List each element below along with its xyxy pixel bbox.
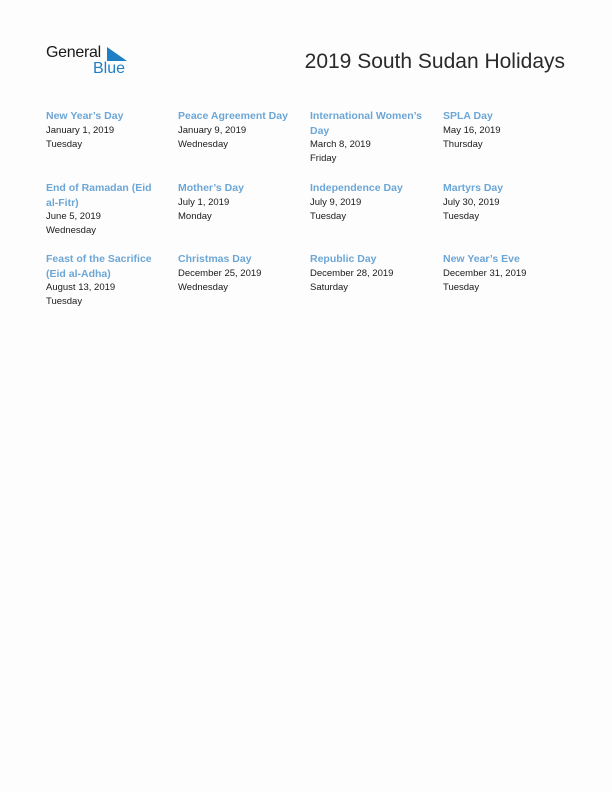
holiday-date: July 1, 2019 [178, 196, 230, 208]
holiday-date: June 5, 2019 [46, 211, 101, 222]
holiday-weekday: Tuesday [310, 210, 347, 222]
holiday-date: August 13, 2019 [46, 282, 116, 293]
holiday-weekday: Tuesday [46, 296, 83, 307]
holiday-name: End of Ramadan (Eid al-Fitr) [46, 182, 152, 209]
holiday-name: Peace Agreement Day [178, 110, 288, 122]
holiday-item [443, 252, 565, 295]
holiday-item [46, 181, 166, 238]
logo-word-blue: Blue [93, 60, 126, 77]
holiday-name: Independence Day [310, 182, 403, 194]
holiday-weekday: Wednesday [178, 138, 228, 150]
holiday-date: March 8, 2019 [310, 139, 371, 150]
holiday-item [443, 181, 565, 224]
generalblue-logo [46, 44, 136, 80]
holiday-weekday: Tuesday [46, 138, 83, 150]
holiday-name: International Women’s Day [310, 110, 423, 137]
holiday-weekday: Monday [178, 210, 212, 222]
holiday-name: Mother’s Day [178, 182, 244, 194]
holiday-weekday: Tuesday [443, 210, 480, 222]
holiday-name: Martyrs Day [443, 182, 504, 194]
holiday-name: Feast of the Sacrifice (Eid al-Adha) [46, 253, 152, 280]
holiday-weekday: Thursday [443, 138, 483, 150]
holiday-weekday: Wednesday [178, 281, 228, 293]
page-title: 2019 South Sudan Holidays [304, 50, 565, 73]
logo-word-general: General [46, 44, 101, 61]
holiday-item [178, 181, 300, 224]
holiday-weekday: Saturday [310, 281, 349, 293]
logo-triangle-icon [107, 47, 127, 61]
holiday-date: January 9, 2019 [178, 124, 247, 136]
holiday-item [443, 109, 565, 152]
holiday-name: New Year’s Day [46, 110, 124, 122]
holiday-name: SPLA Day [443, 110, 493, 122]
holiday-date: December 28, 2019 [310, 267, 394, 279]
holiday-weekday: Tuesday [443, 281, 480, 293]
holiday-date: December 25, 2019 [178, 267, 262, 279]
holiday-date: July 9, 2019 [310, 196, 362, 208]
holiday-item [46, 109, 168, 152]
holiday-item [310, 181, 432, 224]
holiday-name: Christmas Day [178, 253, 252, 265]
holiday-name: New Year’s Eve [443, 253, 520, 265]
holiday-weekday: Friday [310, 153, 337, 164]
holiday-weekday: Wednesday [46, 225, 96, 236]
holiday-date: July 30, 2019 [443, 196, 500, 208]
holiday-date: December 31, 2019 [443, 267, 527, 279]
holiday-item [310, 109, 430, 166]
holiday-date: January 1, 2019 [46, 124, 115, 136]
holiday-date: May 16, 2019 [443, 124, 501, 136]
holiday-item [178, 109, 302, 152]
holiday-item [178, 252, 300, 295]
holiday-item [310, 252, 432, 295]
holiday-name: Republic Day [310, 253, 377, 265]
holiday-item [46, 252, 164, 309]
